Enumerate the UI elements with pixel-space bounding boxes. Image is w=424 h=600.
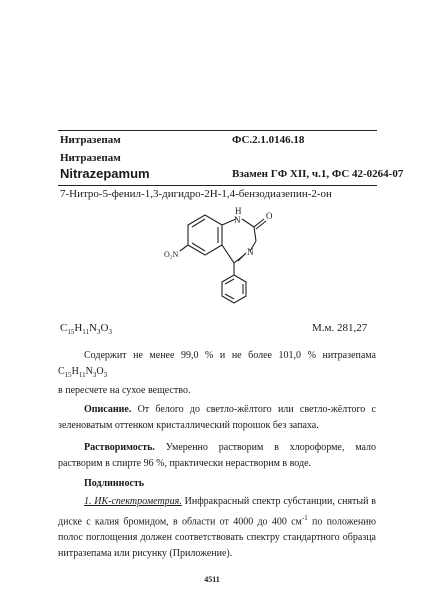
drug-name-ru: Нитразепам (60, 134, 121, 146)
fs-number: ФС.2.1.0146.18 (232, 134, 305, 146)
drug-name-ru-secondary: Нитразепам (60, 152, 121, 164)
drug-name-latin: Nitrazepamum (60, 166, 150, 181)
benzo-ring (188, 215, 222, 255)
structural-formula (164, 205, 280, 305)
molecular-formula: $C_{15}H_{11}N_3O_3$ (60, 322, 112, 337)
content-paragraph: Содержит не менее 99,0 % и не более 101,0 % нитразепама $C_{15}H_{11}N_3O_3$ в пересчете на сухое вещество. (58, 350, 376, 396)
replaces-note: Взамен ГФ XII, ч.1, ФС 42-0264-07 (232, 168, 404, 180)
atom-o: O (266, 211, 273, 221)
solubility-paragraph: Растворимость. Умеренно растворим в хлороформе, мало растворим в спирте 96 %, практически нерастворим в воде. (58, 442, 376, 469)
atom-n1: N (234, 215, 241, 225)
header-rule (58, 185, 377, 186)
identity-heading: Подлинность (84, 478, 145, 489)
page-number: 4511 (204, 575, 220, 584)
top-rule (58, 130, 377, 131)
description-paragraph: Описание. От белого до светло-жёлтого или светло-жёлтого с зеленоватым оттенком кристаллический порошок без запаха. (58, 404, 376, 431)
chemical-name: 7-Нитро-5-фенил-1,3-дигидро-2Н-1,4-бензодиазепин-2-он (60, 188, 332, 200)
identity-ir-paragraph: 1. ИК-спектрометрия. Инфракрасный спектр субстанции, снятый в диске с калия бромидом, в области от 4000 до 400 $см^{-1}$ по положению полос поглощения должен соответствовать спектру стандартного образца нитразепама или рисунку (Приложение). (58, 496, 377, 560)
atom-nitro: O₂N (164, 250, 179, 259)
molar-mass: М.м. 281,27 (312, 322, 368, 334)
atom-n4: N (247, 247, 254, 257)
atom-h: H (235, 206, 242, 216)
